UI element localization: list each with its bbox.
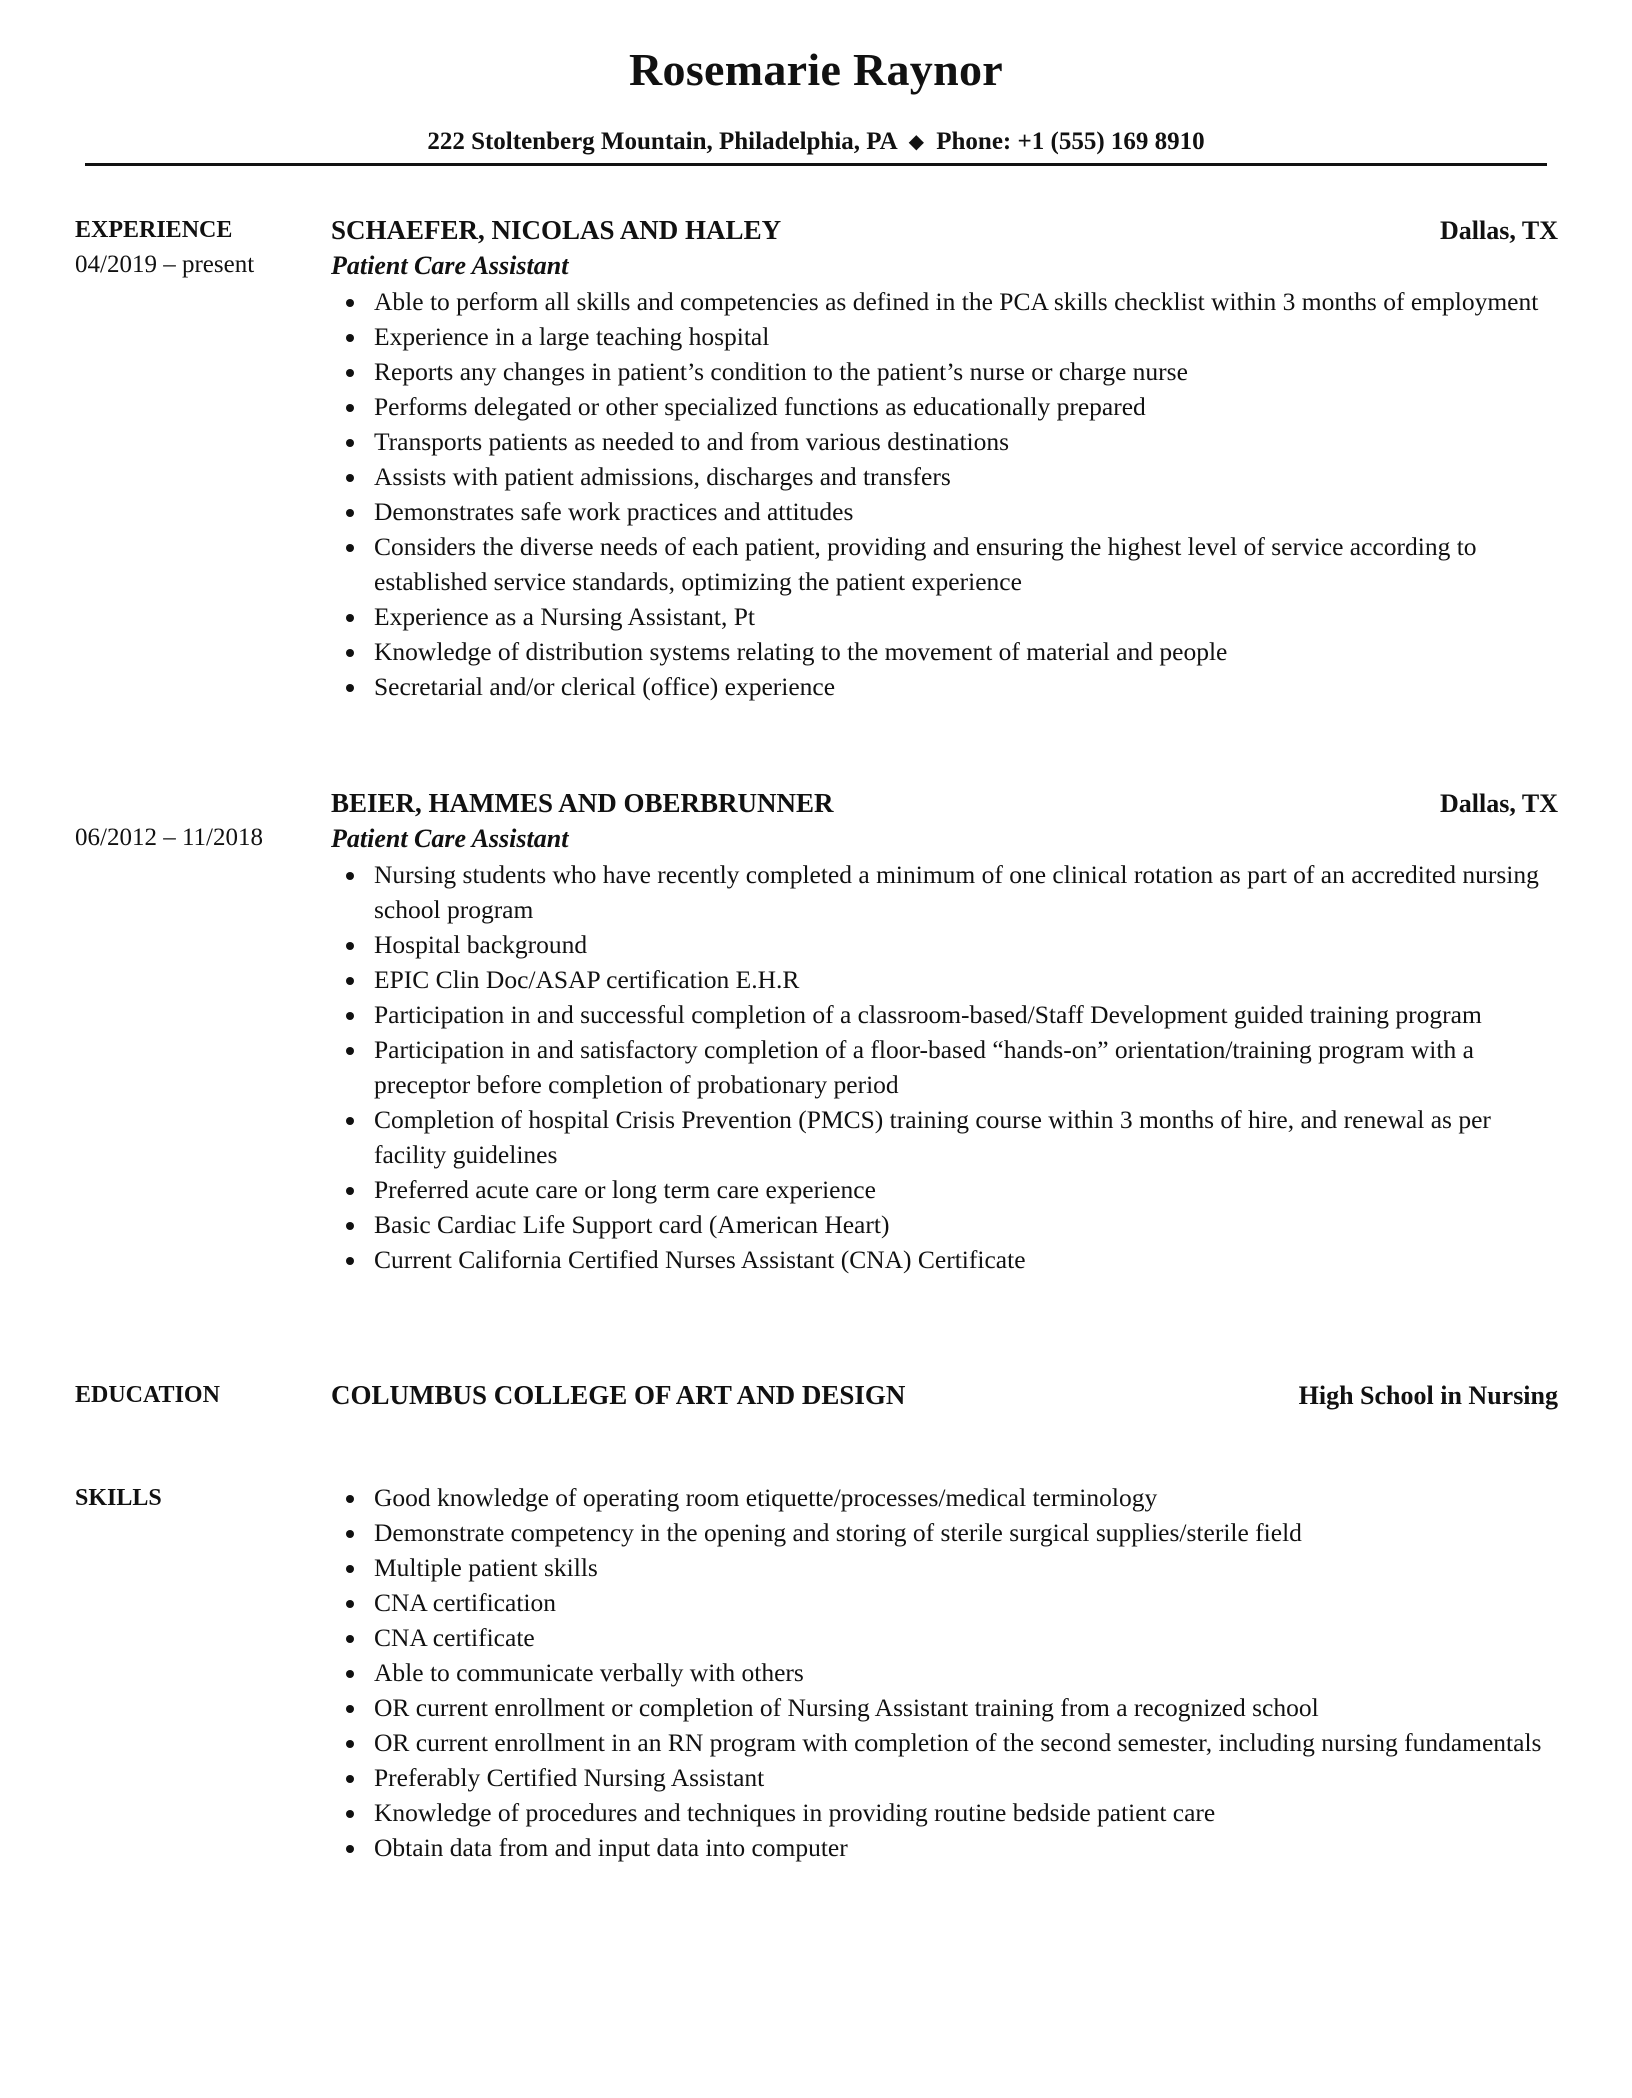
education-degree: High School in Nursing <box>1298 1381 1558 1410</box>
job-1-header <box>331 213 1558 248</box>
education-entry <box>331 1378 1558 1413</box>
list-item: Multiple patient skills <box>374 1550 1558 1585</box>
list-item: Preferred acute care or long term care experience <box>374 1172 1558 1207</box>
address: 222 Stoltenberg Mountain, Philadelphia, PA <box>427 128 897 155</box>
list-item: Demonstrate competency in the opening and storing of sterile surgical supplies/sterile field <box>374 1515 1558 1550</box>
list-item: Secretarial and/or clerical (office) experience <box>374 669 1558 704</box>
list-item: Participation in and satisfactory completion of a floor-based “hands-on” orientation/training program with a preceptor before completion of probationary period <box>374 1032 1558 1102</box>
education-section-label: EDUCATION <box>75 1382 220 1408</box>
bullet-icon <box>346 1530 354 1538</box>
bullet-icon <box>346 1705 354 1713</box>
job-2-location: Dallas, TX <box>1440 789 1558 818</box>
job-2-company: BEIER, HAMMES AND OBERBRUNNER <box>331 788 834 818</box>
list-item: Participation in and successful completion of a classroom-based/Staff Development guided training program <box>374 997 1558 1032</box>
bullet-icon <box>346 977 354 985</box>
job-1 <box>331 213 1558 704</box>
contact-line <box>0 126 1632 158</box>
experience-section-label: EXPERIENCE <box>75 217 233 243</box>
bullet-icon <box>346 942 354 950</box>
header-divider <box>85 163 1547 166</box>
bullet-icon <box>346 1117 354 1125</box>
list-item: Demonstrates safe work practices and attitudes <box>374 494 1558 529</box>
job-1-location: Dallas, TX <box>1440 216 1558 245</box>
list-item: Reports any changes in patient’s condition to the patient’s nurse or charge nurse <box>374 354 1558 389</box>
list-item: Transports patients as needed to and from various destinations <box>374 424 1558 459</box>
job-1-title: Patient Care Assistant <box>331 251 569 280</box>
job-1-bullets <box>331 284 1558 704</box>
list-item: CNA certificate <box>374 1620 1558 1655</box>
bullet-icon <box>346 614 354 622</box>
job-1-dates: 04/2019 – present <box>75 251 255 278</box>
job-1-company: SCHAEFER, NICOLAS AND HALEY <box>331 215 782 245</box>
bullet-icon <box>346 334 354 342</box>
list-item: Nursing students who have recently completed a minimum of one clinical rotation as part of an accredited nursing school program <box>374 857 1558 927</box>
bullet-icon <box>346 1810 354 1818</box>
list-item: Knowledge of distribution systems relating to the movement of material and people <box>374 634 1558 669</box>
diamond-separator-icon: ◆ <box>908 131 924 153</box>
list-item: Basic Cardiac Life Support card (American Heart) <box>374 1207 1558 1242</box>
bullet-icon <box>346 872 354 880</box>
skills-entry <box>331 1480 1558 1865</box>
candidate-name: Rosemarie Raynor <box>629 44 1003 95</box>
bullet-icon <box>346 474 354 482</box>
bullet-icon <box>346 1495 354 1503</box>
bullet-icon <box>346 1845 354 1853</box>
list-item: Able to communicate verbally with others <box>374 1655 1558 1690</box>
job-2-bullets <box>331 857 1558 1277</box>
list-item: Experience in a large teaching hospital <box>374 319 1558 354</box>
bullet-icon <box>346 1600 354 1608</box>
job-2-header <box>331 786 1558 821</box>
phone: Phone: +1 (555) 169 8910 <box>936 128 1205 155</box>
job-2 <box>331 786 1558 1277</box>
bullet-icon <box>346 649 354 657</box>
list-item: Completion of hospital Crisis Prevention (PMCS) training course within 3 months of hire, and renewal as per facility guidelines <box>374 1102 1558 1172</box>
bullet-icon <box>346 439 354 447</box>
bullet-icon <box>346 1012 354 1020</box>
list-item: Performs delegated or other specialized functions as educationally prepared <box>374 389 1558 424</box>
bullet-icon <box>346 684 354 692</box>
education-school: COLUMBUS COLLEGE OF ART AND DESIGN <box>331 1380 906 1410</box>
list-item: OR current enrollment in an RN program with completion of the second semester, including nursing fundamentals <box>374 1725 1558 1760</box>
list-item: Experience as a Nursing Assistant, Pt <box>374 599 1558 634</box>
bullet-icon <box>346 1257 354 1265</box>
bullet-icon <box>346 1565 354 1573</box>
skills-bullets <box>331 1480 1558 1865</box>
list-item: EPIC Clin Doc/ASAP certification E.H.R <box>374 962 1558 997</box>
list-item: Considers the diverse needs of each patient, providing and ensuring the highest level of service according to established service standards, optimizing the patient experience <box>374 529 1558 599</box>
list-item: Hospital background <box>374 927 1558 962</box>
bullet-icon <box>346 1740 354 1748</box>
list-item: Current California Certified Nurses Assistant (CNA) Certificate <box>374 1242 1558 1277</box>
skills-section-label: SKILLS <box>75 1485 162 1511</box>
list-item: OR current enrollment or completion of Nursing Assistant training from a recognized school <box>374 1690 1558 1725</box>
list-item: Assists with patient admissions, discharges and transfers <box>374 459 1558 494</box>
bullet-icon <box>346 1635 354 1643</box>
education-header <box>331 1378 1558 1413</box>
bullet-icon <box>346 369 354 377</box>
bullet-icon <box>346 1047 354 1055</box>
list-item: CNA certification <box>374 1585 1558 1620</box>
job-2-dates: 06/2012 – 11/2018 <box>75 824 263 851</box>
bullet-icon <box>346 1187 354 1195</box>
list-item: Obtain data from and input data into computer <box>374 1830 1558 1865</box>
list-item: Knowledge of procedures and techniques in providing routine bedside patient care <box>374 1795 1558 1830</box>
bullet-icon <box>346 544 354 552</box>
list-item: Preferably Certified Nursing Assistant <box>374 1760 1558 1795</box>
list-item: Able to perform all skills and competencies as defined in the PCA skills checklist within 3 months of employment <box>374 284 1558 319</box>
bullet-icon <box>346 299 354 307</box>
bullet-icon <box>346 509 354 517</box>
bullet-icon <box>346 1775 354 1783</box>
bullet-icon <box>346 404 354 412</box>
bullet-icon <box>346 1222 354 1230</box>
bullet-icon <box>346 1670 354 1678</box>
list-item: Good knowledge of operating room etiquette/processes/medical terminology <box>374 1480 1558 1515</box>
job-2-title: Patient Care Assistant <box>331 824 569 853</box>
